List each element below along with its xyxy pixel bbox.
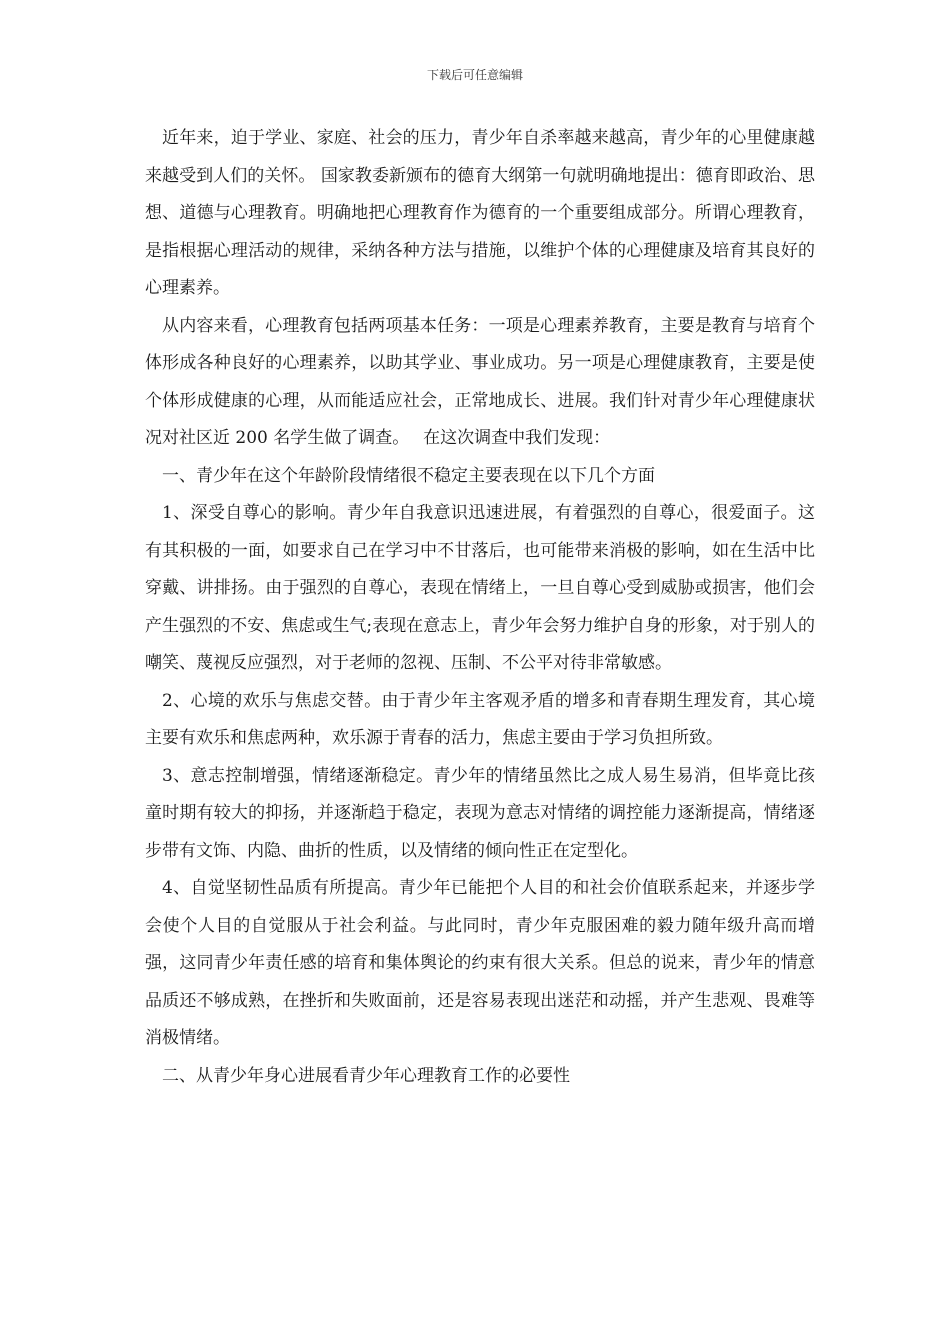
page-header: 下载后可任意编辑 [426,68,523,82]
section-heading-2: 二、从青少年身心进展看青少年心理教育工作的必要性 [162,1065,570,1086]
list-item-3: 3、意志控制增强，情绪逐渐稳定。青少年的情绪虽然比之成人易生易消，但毕竟比孩童时期有较大的抑扬，并逐渐趋于稳定，表现为意志对情绪的调控能力逐渐提高，情绪逐步带有文饰、内隐、曲折的性质，以及情绪的倾向性正在定型化。 [145,765,815,861]
list-item-2: 2、心境的欢乐与焦虑交替。由于青少年主客观矛盾的增多和青春期生理发育，其心境主要有欢乐和焦虑两种，欢乐源于青春的活力，焦虑主要由于学习负担所致。 [145,690,815,748]
paragraph-content-overview: 从内容来看，心理教育包括两项基本任务：一项是心理素养教育，主要是教育与培育个体形成各种良好的心理素养，以助其学业、事业成功。另一项是心理健康教育，主要是使个体形成健康的心理，从而能适应社会，正常地成长、进展。我们针对青少年心理健康状况对社区近 200 名学生做了调查。 在这次调查中我们发现： [145,315,815,448]
document-body [145,120,815,1095]
section-heading-1: 一、青少年在这个年龄阶段情绪很不稳定主要表现在以下几个方面 [162,465,655,486]
list-item-1: 1、深受自尊心的影响。青少年自我意识迅速进展，有着强烈的自尊心，很爱面子。这有其积极的一面，如要求自己在学习中不甘落后，也可能带来消极的影响，如在生活中比穿戴、讲排扬。由于强烈的自尊心，表现在情绪上，一旦自尊心受到威胁或损害，他们会产生强烈的不安、焦虑或生气;表现在意志上，青少年会努力维护自身的形象，对于别人的嘲笑、蔑视反应强烈，对于老师的忽视、压制、不公平对待非常敏感。 [145,503,815,673]
paragraph-intro: 近年来，迫于学业、家庭、社会的压力，青少年自杀率越来越高，青少年的心里健康越来越受到人们的关怀。 国家教委新颁布的德育大纲第一句就明确地提出：德育即政治、思想、道德与心理教育。明确地把心理教育作为德育的一个重要组成部分。所谓心理教育，是指根据心理活动的规律，采纳各种方法与措施，以维护个体的心理健康及培育其良好的心理素养。 [145,128,815,298]
list-item-4: 4、自觉坚韧性品质有所提高。青少年已能把个人目的和社会价值联系起来，并逐步学会使个人目的自觉服从于社会利益。与此同时，青少年克服困难的毅力随年级升高而增强，这同青少年责任感的培育和集体舆论的约束有很大关系。但总的说来，青少年的情意品质还不够成熟，在挫折和失败面前，还是容易表现出迷茫和动摇，并产生悲观、畏难等消极情绪。 [145,878,815,1048]
